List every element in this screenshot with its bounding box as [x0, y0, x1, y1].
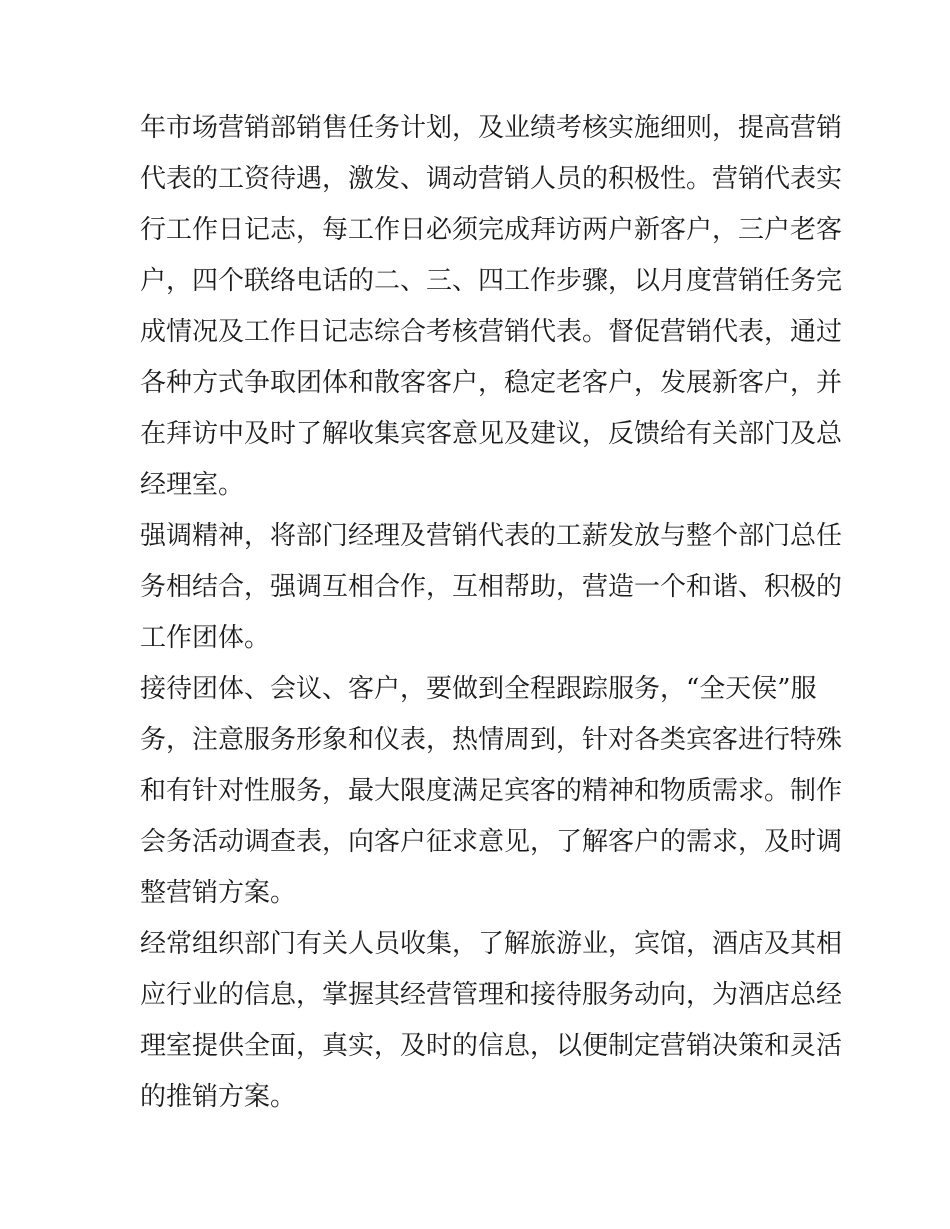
text-line: 的推销方案。 — [140, 1082, 297, 1112]
text-line: 代表的工资待遇，激发、调动营销人员的积极性。营销代表实 — [140, 164, 843, 194]
paragraph-market-information — [140, 919, 843, 1123]
text-line: 强调精神，将部门经理及营销代表的工薪发放与整个部门总任 — [140, 521, 843, 551]
text-line: 工作团体。 — [140, 623, 271, 653]
text-line: 年市场营销部销售任务计划，及业绩考核实施细则，提高营销 — [140, 113, 843, 143]
text-line: 会务活动调查表，向客户征求意见，了解客户的需求，及时调 — [140, 827, 843, 857]
text-line: 各种方式争取团体和散客客户，稳定老客户，发展新客户，并 — [140, 368, 843, 398]
text-line: 应行业的信息，掌握其经营管理和接待服务动向，为酒店总经 — [140, 980, 843, 1010]
text-line: 在拜访中及时了解收集宾客意见及建议，反馈给有关部门及总 — [140, 419, 843, 449]
text-line: 接待团体、会议、客户，要做到全程跟踪服务，“全天侯”服 — [140, 674, 817, 704]
text-line: 户，四个联络电话的二、三、四工作步骤，以月度营销任务完 — [140, 266, 843, 296]
text-line: 经理室。 — [140, 470, 245, 500]
text-line: 理室提供全面，真实，及时的信息，以便制定营销决策和灵活 — [140, 1031, 843, 1061]
paragraph-reception-service — [140, 664, 843, 919]
text-line: 整营销方案。 — [140, 878, 297, 908]
document-body — [140, 103, 843, 1123]
text-line: 和有针对性服务，最大限度满足宾客的精神和物质需求。制作 — [140, 776, 843, 806]
text-line: 务相结合，强调互相合作，互相帮助，营造一个和谐、积极的 — [140, 572, 843, 602]
text-line: 经常组织部门有关人员收集，了解旅游业，宾馆，酒店及其相 — [140, 929, 843, 959]
paragraph-sales-plan — [140, 103, 843, 511]
text-line: 务，注意服务形象和仪表，热情周到，针对各类宾客进行特殊 — [140, 725, 843, 755]
text-line: 成情况及工作日记志综合考核营销代表。督促营销代表，通过 — [140, 317, 843, 347]
paragraph-team-spirit — [140, 511, 843, 664]
text-line: 行工作日记志，每工作日必须完成拜访两户新客户，三户老客 — [140, 215, 843, 245]
